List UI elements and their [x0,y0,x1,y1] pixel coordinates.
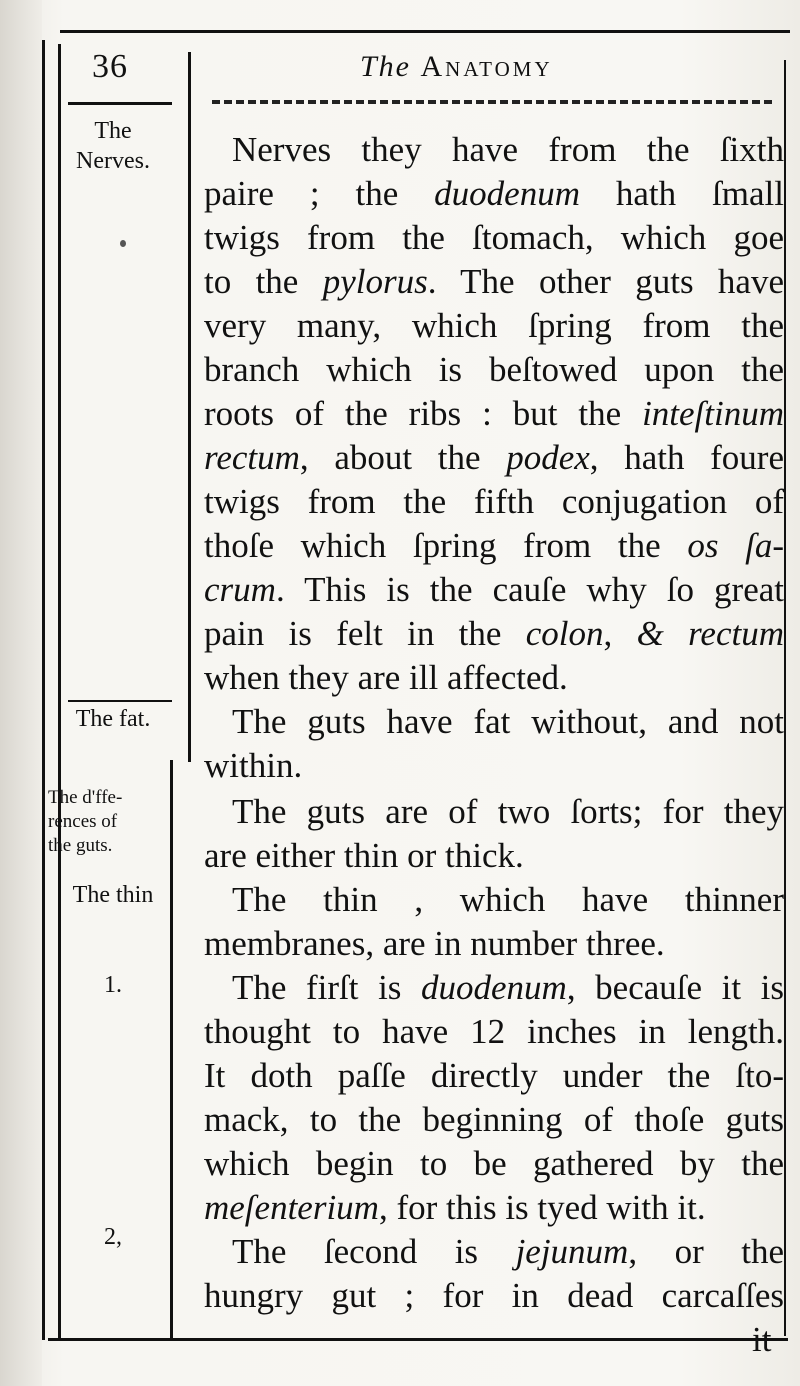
text-run: twigs from the ſtomach, which goe [204,218,784,257]
text-run: are either thin or thick. [204,836,524,875]
text-run: , hath foure [589,438,784,477]
text-line [204,436,784,480]
text-run: . This is the cauſe why ſo great [275,570,784,609]
text-run: The guts are of two ſorts; for they [232,792,784,831]
right-rule [784,60,786,1336]
text-line [232,1230,784,1274]
italic-term: pylorus [322,262,428,301]
ink-speck [120,240,126,247]
text-run: paire ; the [204,174,435,213]
text-run: . The other guts have [427,262,784,301]
page-number: 36 [92,48,128,85]
italic-term: os ſa- [687,526,785,565]
text-line [204,656,784,700]
text-run: , for this is tyed with it. [378,1188,706,1227]
text-run: very many, which ſpring from the [204,306,784,345]
text-line [204,1010,784,1054]
running-title-main: Anatomy [420,50,553,83]
margin-note-differences-line-2: rences of [48,811,118,832]
text-run: it [752,1320,772,1359]
bottom-rule [48,1338,788,1341]
text-run: hungry gut ; for in dead carcaſſes [204,1276,784,1315]
margin-note-nerves-line-1: The [94,118,132,144]
text-line [232,700,784,744]
text-line [204,304,784,348]
left-inner-rule [58,44,61,1340]
text-line [204,1098,784,1142]
text-line [204,744,784,788]
italic-term: & rectum [636,614,784,653]
text-line [204,1274,784,1318]
text-run: branch which is beſtowed upon the [204,350,784,389]
text-line [204,922,784,966]
italic-term: jejunum [515,1232,629,1271]
text-run: , [603,614,637,653]
text-run: twigs from the fifth conjugation of [204,482,784,521]
top-rule [60,30,790,33]
text-line [232,878,784,922]
text-run: thoſe which ſpring from the [204,526,688,565]
text-run: membranes, are in number three. [204,924,665,963]
margin-note-differences [48,786,170,858]
margin-note-nerves [52,116,174,176]
text-run: , about the [299,438,507,477]
left-outer-rule [42,40,45,1340]
italic-term: colon [525,614,604,653]
text-line [204,392,784,436]
margin-note-number-1: 1. [104,972,122,998]
text-line [204,1142,784,1186]
text-run: The guts have fat without, and not [232,702,784,741]
text-run: It doth paſſe directly under the ſto- [204,1056,784,1095]
margin-note-differences-line-1: The d'ffe- [48,787,123,808]
italic-term: duodenum [421,968,567,1007]
running-title [360,50,553,84]
text-run: , or the [628,1232,784,1271]
margin-note-number-2: 2, [104,1224,122,1250]
margin-note-nerves-line-2: Nerves. [76,148,150,174]
text-line [752,1318,782,1362]
text-line [232,790,784,834]
text-line [204,172,784,216]
margin-note-fat: The fat. [75,706,151,732]
text-line [232,966,784,1010]
text-run: , becauſe it is [566,968,784,1007]
text-line [204,348,784,392]
text-line [232,128,784,172]
text-run: to the [204,262,323,301]
italic-term: podex [506,438,590,477]
text-line [204,1054,784,1098]
text-line [204,568,784,612]
italic-term: duodenum [434,174,580,213]
text-run: Nerves they have from the ſixth [232,130,784,169]
text-run: hath ſmall [579,174,784,213]
running-title-article: The [360,50,411,83]
italic-term: crum [204,570,276,609]
text-run: mack, to the beginning of thoſe guts [204,1100,784,1139]
text-line [204,480,784,524]
text-line [204,834,784,878]
text-run: The ſecond is [232,1232,516,1271]
text-run: thought to have 12 inches in length. [204,1012,784,1051]
header-underline-left [68,102,172,105]
text-run: The firſt is [232,968,422,1007]
text-run: pain is felt in the [204,614,526,653]
margin-note-thin: The thin [72,882,154,908]
text-run: roots of the ribs : but the [204,394,643,433]
italic-term: inteſtinum [642,394,784,433]
text-line [204,216,784,260]
text-line [204,260,784,304]
text-line [204,612,784,656]
margin-divider-fat [68,700,172,702]
binding-shadow [0,0,42,1386]
italic-term: meſenterium [204,1188,379,1227]
header-dashed-rule [212,100,772,104]
text-line [204,1186,784,1230]
text-run: which begin to be gathered by the [204,1144,784,1183]
text-run: within. [204,746,303,785]
text-run: The thin , which have thinner [232,880,784,919]
margin-column-rule-lower [170,760,173,1340]
margin-column-rule [188,52,191,762]
italic-term: rectum [204,438,300,477]
text-run: when they are ill affected. [204,658,568,697]
text-line [204,524,784,568]
margin-note-differences-line-3: the guts. [48,835,113,856]
